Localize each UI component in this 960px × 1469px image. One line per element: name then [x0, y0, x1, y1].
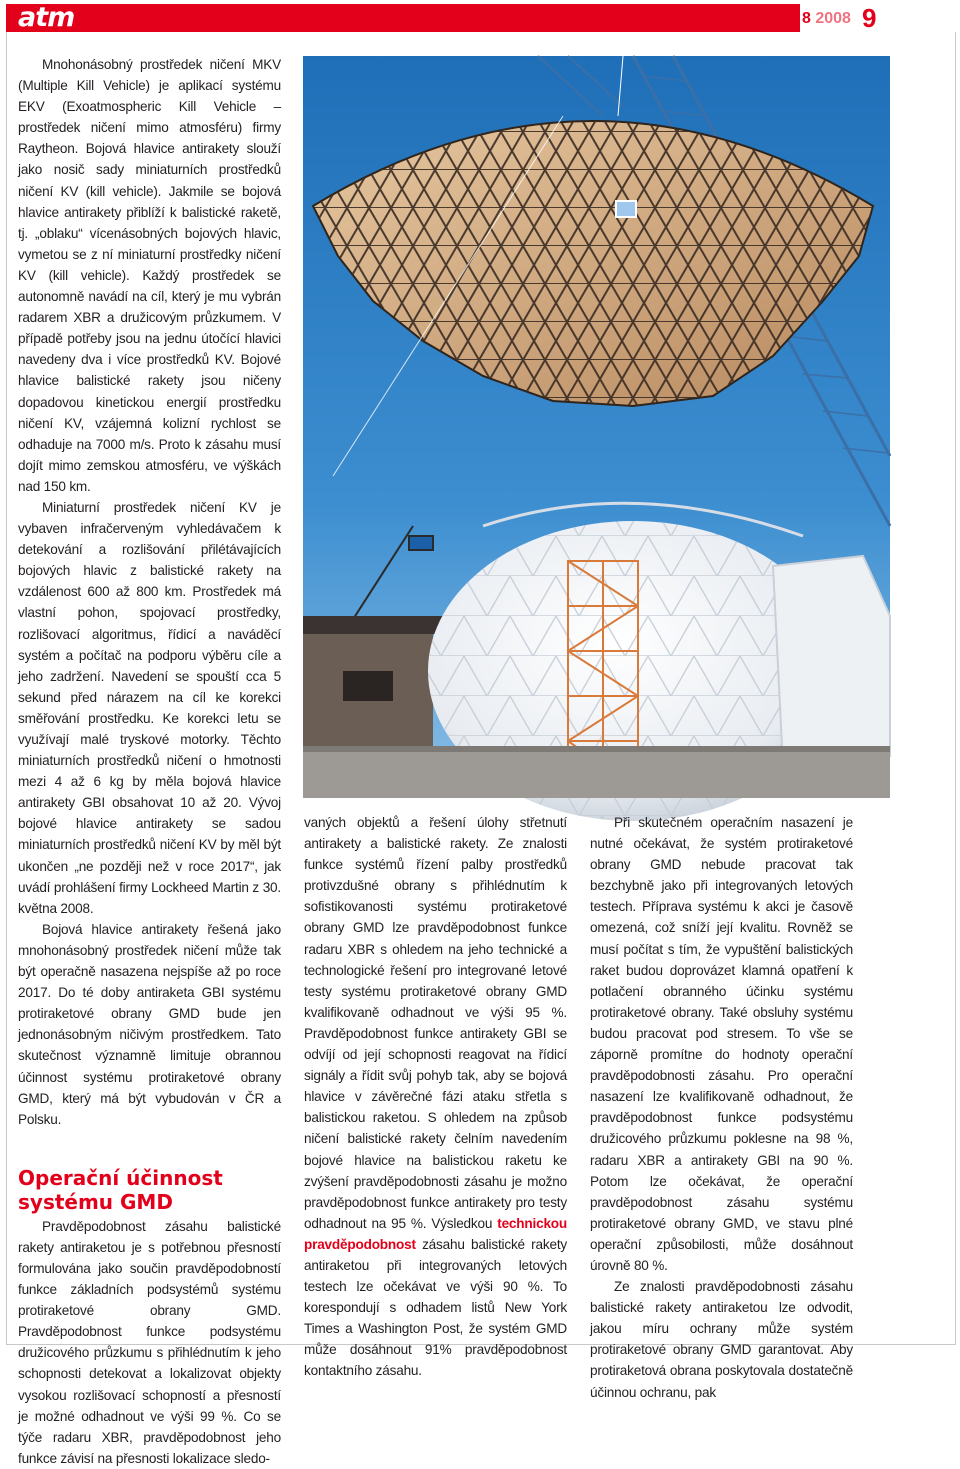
- issue-number: 8: [802, 10, 811, 27]
- radome-photo: [303, 56, 890, 798]
- paragraph: [304, 812, 567, 1382]
- dome-window: [616, 201, 636, 217]
- article-column-2: [304, 812, 567, 1382]
- paragraph: Mnohonásobný prostředek ničení MKV (Multiple Kill Vehicle) je aplikací systému EKV (Exoatmospheric Kill Vehicle – prostředek ničení mimo atmosféru) firmy Raytheon. Bojová hlavice antirakety slouží jako nosič sady miniaturních prostředků ničení KV (kill vehicle). Jakmile se bojová hlavice antirakety přiblíží k balistické raketě, tj. „oblaku“ vícenásobných bojových hlavic, vymetou se z ní miniaturní prostředky ničení KV (kill vehicle). Každý prostředek se autonomně navádí na cíl, který je mu vybrán radarem XBR a družicovým průzkumem. V případě potřeby jsou na jednu útočící hlavici navedeny dva i více prostředků KV. Bojové hlavice balistické rakety jsou ničeny dopadovou kinetickou energií prostředku ničení KV, vzájemná kolizní rychlost se odhaduje na 7000 m/s. Proto k zásahu musí dojít mimo zemskou atmosféru, ve výškách nad 150 km.: [18, 57, 281, 494]
- paragraph-text: zásahu balistické rakety antiraketou při integrovaných letových testech lze očekávat ve výši 90 %. To korespondují s odhadem listů New York Times a Washington Post, že systém GMD může dosáhnout 91% pravděpodobnost kontaktního zásahu.: [304, 1236, 567, 1379]
- article-column-1: [18, 54, 281, 1469]
- issue-year: 2008: [815, 10, 851, 27]
- paragraph: Bojová hlavice antirakety řešená jako mnohonásobný prostředek ničení může tak být operačně nasazena nejspíše až po roce 2017. Do té doby antiraketa GBI systému protiraketové obrany GMD bude jen jednonásobným ničivým prostředkem. Tato skutečnost významně limituje obrannou účinnost systému protiraketové obrany GMD, který má být vybudován v ČR a Polsku.: [18, 921, 281, 1127]
- paragraph-text: vaných objektů a řešení úlohy střetnutí antirakety a balistické rakety. Ze znalosti funkce systémů řízení palby prostředků protivzdušné obrany s přihlédnutím k sofistikovanosti systému protiraketové obrany GMD lze pravděpodobnost funkce radaru XBR s ohledem na jeho technické a technologické řešení pro integrované letové testy systému protiraketové obrany GMD kvalifikovaně odhadnout ve výši 95 %. Pravděpodobnost funkce antirakety GBI se odvíjí od její schopnosti reagovat na řídicí signály a řídit svůj pohyb tak, aby se bojová hlavice v závěrečné fázi ataku střetla s balistickou raketou. S ohledem na způsob ničení balistické rakety čelním navedením bojové hlavice na balistickou raketu ke zvýšení pravděpodobnosti zásahu je možno pravděpodobnost funkce antirakety pro testy odhadnout na 95 %. Výsledkou: [304, 815, 567, 1231]
- section-heading: Operační účinnost systému GMD: [18, 1165, 223, 1214]
- building: [303, 616, 443, 746]
- ground: [303, 746, 890, 798]
- paragraph: Při skutečném operačním nasazení je nutné očekávat, že systém protiraketové obrany GMD nebude pracovat tak bezchybně jako při integrovaných letových testech. Příprava systému k akci je časově omezená, což sníží její kvalitu. Rovněž se musí počítat s tím, že vypuštění balistických raket budou doprovázet klamná opatření k potlačení obranného účinku systému protiraketové obrany. Také obsluhy systému budou pracovat pod stresem. To vše se záporně promítne do hodnoty operační pravděpodobnosti zásahu. Pro operační nasazení lze kvalifikovaně odhadnout, že pravděpodobnost funkce podsystému družicového průzkumu poklesne na 98 %, radaru XBR a antirakety GBI na 90 %. Potom lze očekávat, že operační pravděpodobnost zásahu systému protiraketové obrany GMD, ve stavu plné operační způsobilosti, může dosáhnout úrovně 80 %.: [590, 815, 853, 1273]
- magazine-logo: atm: [18, 2, 75, 33]
- page-number: 9: [862, 3, 877, 33]
- paragraph: Ze znalosti pravděpodobnosti zásahu balistické rakety antiraketou lze odvodit, jakou míru ochrany může systém protiraketové obrany GMD garantovat. Aby protiraketová obrana poskytovala dostatečně účinnou ochranu, pak: [590, 1279, 853, 1400]
- paragraph: Miniaturní prostředek ničení KV je vybaven infračerveným vyhledávačem k detekování a rozlišování přilétávajících bojových hlavic z balistické rakety na vzdálenost 600 až 800 km. Prostředek má vlastní pohon, spojovací prostředky, rozlišovací algoritmus, řídicí a naváděcí systém a počítač na podporu výběru cíle a jeho zadržení. Navedení se spouští cca 5 sekund před nárazem na cíl ke korekci směřování prostředku. Ke korekci letu se využívají malé tryskové motorky. Těchto miniaturních prostředků ničení o hmotnosti mezi 4 až 6 kg by měla bojová hlavice antirakety GBI obsahovat 10 až 20. Vývoj bojové hlavice antirakety se sadou miniaturních prostředků ničení KV by měl být ukončen „ne později než v roce 2017“, jak uvádí prohlášení firmy Lockheed Martin z 30. května 2008.: [18, 499, 281, 916]
- article-column-3: [590, 812, 853, 1403]
- right-structure: [773, 556, 890, 766]
- issue-label: [802, 10, 851, 28]
- highlighted-term: technickou pravděpodobnost: [304, 1215, 568, 1252]
- paragraph: Pravděpodobnost zásahu balistické rakety antiraketou je s potřebnou přesností formulována jako součin pravděpodobností funkce základních podsystémů systému protiraketové obrany GMD. Pravděpodobnost funkce podsystému družicového průzkumu s přihlédnutím k jeho schopnosti detekovat a lokalizovat objekty vysokou rozlišovací schopností a přesností je možné odhadnout ve výši 99 %. Co se týče radaru XBR, pravděpodobnost jeho funkce závisí na přesnosti lokalizace sledo-: [18, 1218, 281, 1466]
